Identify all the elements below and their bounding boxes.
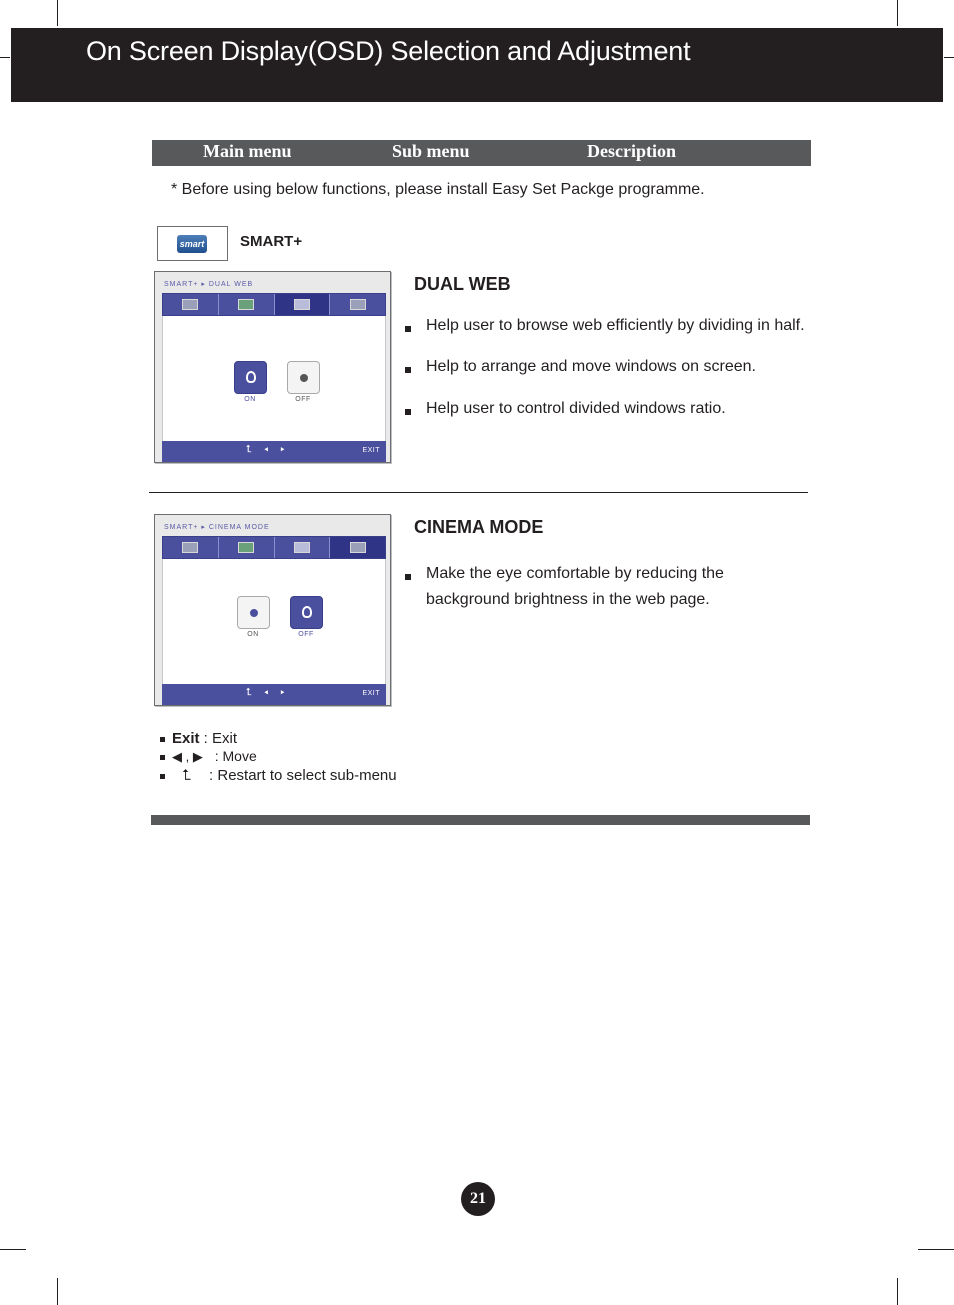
osd-footer <box>162 441 386 462</box>
bulb-off-icon <box>302 606 312 618</box>
dual-web-osd <box>154 271 391 463</box>
bottom-bar <box>151 815 810 825</box>
list-item: Help user to browse web efficiently by dividing in half. <box>405 318 805 339</box>
smart-logo-icon: smart <box>177 235 207 253</box>
on-caption: ON <box>244 396 256 403</box>
list-item: Help to arrange and move windows on screen. <box>405 359 756 380</box>
restart-desc: : Restart to select sub-menu <box>204 767 397 784</box>
crop-mark <box>897 1278 898 1305</box>
on-option[interactable] <box>237 596 270 629</box>
osd-tab-cinema[interactable] <box>330 537 385 558</box>
picture-icon <box>182 299 198 310</box>
page-title: On Screen Display(OSD) Selection and Adjustment <box>86 36 691 66</box>
crop-mark <box>0 1249 26 1250</box>
off-option[interactable] <box>290 596 323 629</box>
description-label: Description <box>587 141 676 161</box>
dual-screen-icon <box>238 542 254 553</box>
osd-breadcrumb: SMART+ ▸ DUAL WEB <box>164 281 254 288</box>
dual-web-icon <box>294 299 310 310</box>
main-menu-label: Main menu <box>203 141 292 161</box>
cinema-mode-osd <box>154 514 391 706</box>
osd-body <box>162 316 386 441</box>
osd-tab-dual-web[interactable] <box>275 537 331 558</box>
off-option[interactable] <box>287 361 320 394</box>
list-item <box>405 566 724 613</box>
menu-bar <box>152 140 811 166</box>
osd-tab-cinema[interactable] <box>330 294 385 315</box>
bulb-on-icon <box>250 609 258 617</box>
on-caption: ON <box>247 631 259 638</box>
crop-mark <box>57 1278 58 1305</box>
cinema-icon <box>350 542 366 553</box>
move-desc: : Move <box>210 748 257 764</box>
osd-tabs <box>162 293 386 316</box>
arrow-left-right-icon: ◀ , ▶ <box>172 749 203 764</box>
osd-tab-dual-web[interactable] <box>275 294 331 315</box>
legend-restart <box>160 767 397 784</box>
osd-footer <box>162 684 386 705</box>
dual-web-title: DUAL WEB <box>414 274 511 294</box>
off-caption: OFF <box>295 396 311 403</box>
bulb-off-icon <box>300 374 308 382</box>
osd-exit-label[interactable]: EXIT <box>362 447 380 454</box>
osd-tabs <box>162 536 386 559</box>
osd-exit-label[interactable]: EXIT <box>362 690 380 697</box>
section-divider <box>149 492 808 493</box>
smart-label: SMART+ <box>240 233 303 250</box>
crop-mark <box>897 0 898 26</box>
crop-mark <box>0 57 10 58</box>
picture-icon <box>182 542 198 553</box>
osd-tab-dual-screen[interactable] <box>219 294 275 315</box>
list-item: Help user to control divided windows ratio. <box>405 401 726 422</box>
osd-tab-picture[interactable] <box>163 294 219 315</box>
sub-menu-label: Sub menu <box>392 141 470 161</box>
osd-nav-icons: ⮤◂▸ <box>246 444 297 455</box>
smart-menu-box <box>157 226 228 261</box>
osd-tab-dual-screen[interactable] <box>219 537 275 558</box>
dual-screen-icon <box>238 299 254 310</box>
on-option[interactable] <box>234 361 267 394</box>
exit-desc: : Exit <box>199 730 238 747</box>
dual-web-icon <box>294 542 310 553</box>
legend-move <box>160 748 257 765</box>
cinema-mode-title: CINEMA MODE <box>414 517 544 537</box>
crop-mark <box>918 1249 954 1250</box>
off-caption: OFF <box>298 631 314 638</box>
osd-body <box>162 559 386 684</box>
cinema-bullet-line2: background brightness in the web page. <box>426 591 710 608</box>
restart-icon: ⮤ <box>182 767 191 784</box>
bulb-on-icon <box>246 371 256 383</box>
osd-tab-picture[interactable] <box>163 537 219 558</box>
cinema-bullet-line1: Make the eye comfortable by reducing the <box>426 565 724 582</box>
legend-exit <box>160 730 237 747</box>
crop-mark <box>944 57 954 58</box>
cinema-icon <box>350 299 366 310</box>
osd-nav-icons: ⮤◂▸ <box>246 687 297 698</box>
crop-mark <box>57 0 58 26</box>
page-number: 21 <box>461 1182 495 1216</box>
osd-breadcrumb: SMART+ ▸ CINEMA MODE <box>164 524 270 531</box>
exit-key: Exit <box>172 730 200 747</box>
install-note: * Before using below functions, please install Easy Set Packge programme. <box>171 181 705 198</box>
